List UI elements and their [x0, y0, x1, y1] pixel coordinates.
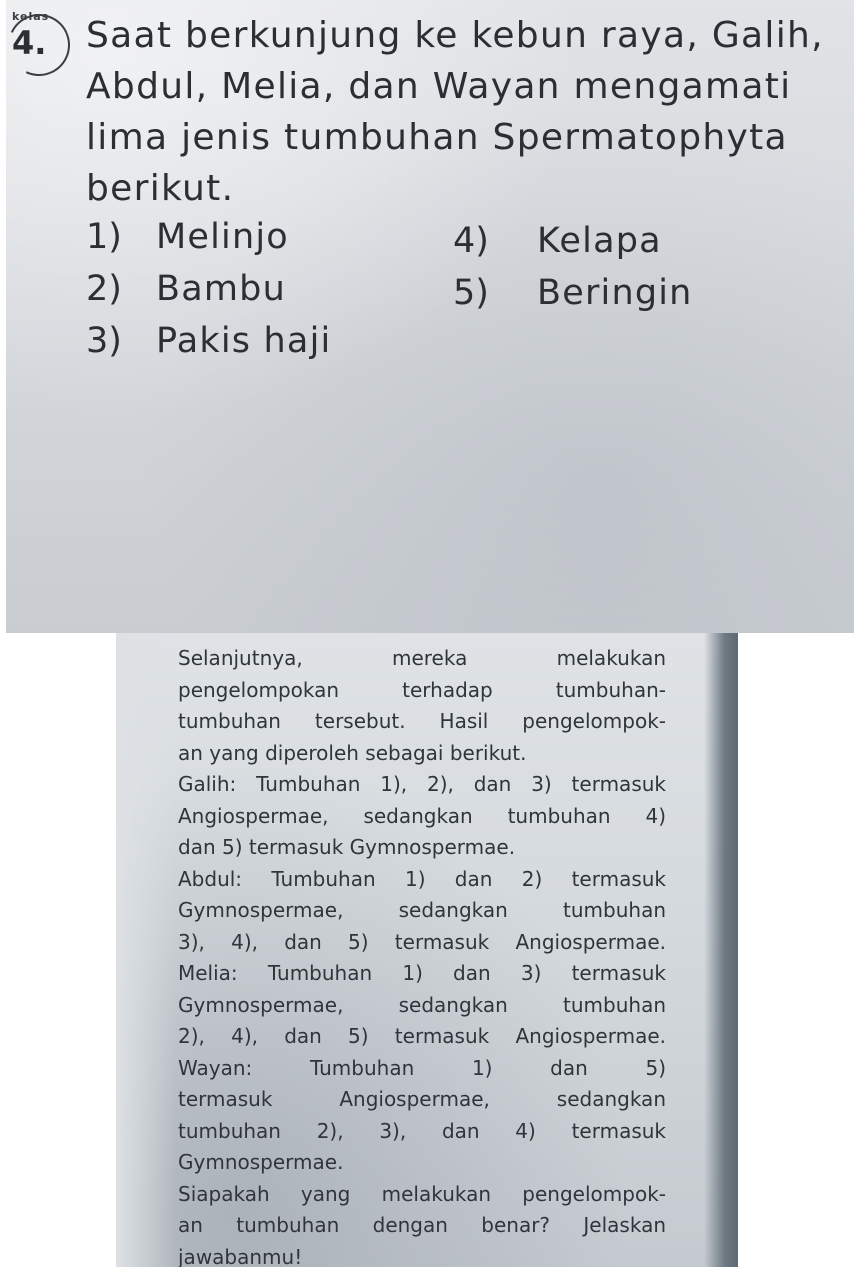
handwritten-scribble: kelas — [12, 10, 50, 23]
passage-text — [178, 643, 666, 1267]
question-line: lima jenis tumbuhan Spermatophyta — [86, 117, 788, 158]
passage-line: pengelompokan terhadap tumbuhan- — [178, 677, 666, 702]
passage-line: Abdul: Tumbuhan 1) dan 2) termasuk — [178, 866, 666, 891]
passage-photo — [116, 633, 738, 1267]
question-text — [86, 10, 846, 214]
question-photo — [6, 0, 854, 633]
plant-name: Kelapa — [537, 221, 662, 261]
plant-name: Pakis haji — [156, 321, 332, 361]
passage-line: tumbuhan tersebut. Hasil pengelompok- — [178, 709, 666, 733]
page-edge-shading — [116, 633, 176, 1267]
question-line: Saat berkunjung ke kebun raya, Galih, — [86, 15, 824, 56]
passage-line: termasuk Angiospermae, sedangkan — [178, 1087, 666, 1111]
passage-line: jawabanmu! — [178, 1244, 303, 1267]
question-number-badge — [8, 10, 74, 68]
passage-line: tumbuhan 2), 3), dan 4) termasuk — [178, 1118, 666, 1143]
passage-line: 3), 4), dan 5) termasuk Angiospermae. — [178, 929, 666, 954]
passage-line: Melia: Tumbuhan 1) dan 3) termasuk — [178, 961, 666, 985]
plant-number: 1) — [86, 217, 122, 257]
plant-name: Bambu — [156, 269, 286, 309]
plant-item-melinjo — [86, 215, 289, 259]
page-fold-shadow — [704, 633, 738, 1267]
passage-line: Selanjutnya, mereka melakukan — [178, 646, 666, 670]
plant-item-kelapa — [453, 219, 662, 263]
question-line: berikut. — [86, 168, 235, 209]
passage-line: dan 5) termasuk Gymnospermae. — [178, 835, 516, 859]
passage-line: Siapakah yang melakukan pengelompok- — [178, 1181, 666, 1206]
passage-line: Gymnospermae, sedangkan tumbuhan — [178, 992, 666, 1017]
question-line: Abdul, Melia, dan Wayan mengamati — [86, 66, 792, 107]
passage-line: Angiospermae, sedangkan tumbuhan 4) — [178, 803, 666, 828]
passage-line: Wayan: Tumbuhan 1) dan 5) — [178, 1055, 666, 1080]
plant-number: 5) — [453, 273, 489, 313]
plant-number: 4) — [453, 221, 489, 261]
passage-line: Galih: Tumbuhan 1), 2), dan 3) termasuk — [178, 772, 666, 796]
passage-line: an tumbuhan dengan benar? Jelaskan — [178, 1213, 666, 1237]
plant-item-beringin — [453, 271, 693, 315]
plant-item-bambu — [86, 267, 286, 311]
plant-name: Melinjo — [156, 217, 289, 257]
question-number: 4. — [12, 24, 47, 62]
passage-line: 2), 4), dan 5) termasuk Angiospermae. — [178, 1024, 666, 1048]
plant-item-pakis-haji — [86, 319, 331, 363]
plant-number: 2) — [86, 269, 122, 309]
plant-list — [86, 215, 786, 375]
passage-line: Gymnospermae, sedangkan tumbuhan — [178, 898, 666, 922]
passage-line: an yang diperoleh sebagai berikut. — [178, 740, 527, 765]
passage-line: Gymnospermae. — [178, 1150, 344, 1174]
plant-name: Beringin — [537, 273, 693, 313]
plant-number: 3) — [86, 321, 122, 361]
